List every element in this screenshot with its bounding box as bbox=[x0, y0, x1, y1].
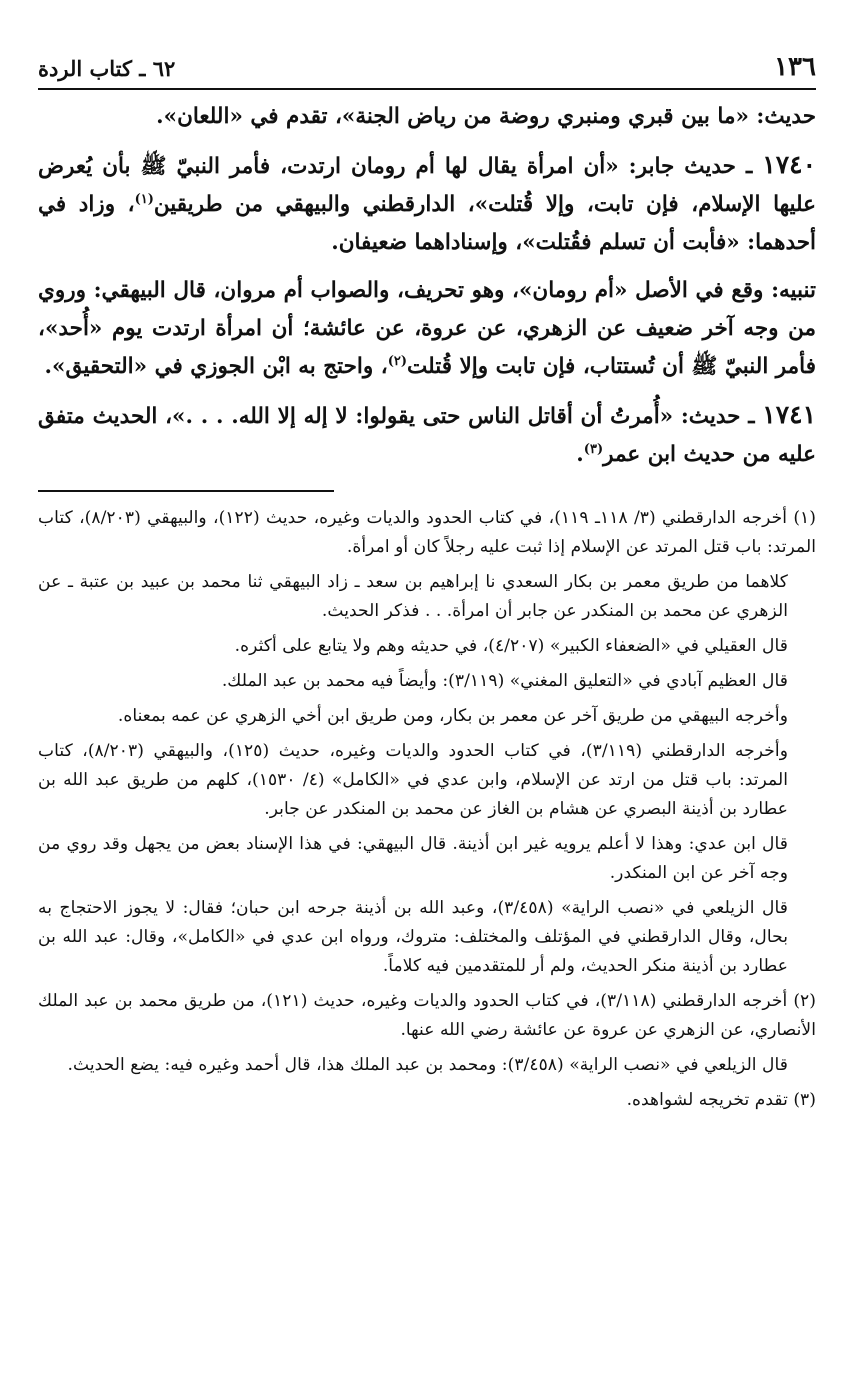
paragraph-hadith-1741: ١٧٤١ ـ حديث: «أُمرتُ أن أقاتل الناس حتى يقولوا: لا إله إلا الله. . . .»، الحديث متفق عليه من حديث ابن عمر$^{(٣)}$. bbox=[38, 400, 816, 467]
paragraph-hadith-intro: حديث: «ما بين قبري ومنبري روضة من رياض الجنة»، تقدم في «اللعان». bbox=[156, 104, 816, 129]
main-text bbox=[38, 98, 816, 474]
footnote-ref: (١) bbox=[134, 191, 154, 207]
footnote-1-cont: قال ابن عدي: وهذا لا أعلم يرويه غير ابن أذينة. قال البيهقي: في هذا الإسناد بعض من يجهل وقد روي من وجه آخر عن ابن المنكدر. bbox=[38, 834, 788, 883]
hadith-number: ١٧٤٠ bbox=[762, 150, 816, 179]
footnote-1-cont: قال الزيلعي في «نصب الراية» (٣/٤٥٨)، وعبد الله بن أذينة جرحه ابن حبان؛ فقال: لا يجوز الاحتجاج به بحال، وقال الدارقطني في المؤتلف والمختلف: متروك، ورواه ابن عدي في «الكامل»، وقال: عبد الله بن عطارد بن أذينة منكر الحديث، ولم أر للمتقدمين فيه كلاماً. bbox=[38, 898, 788, 976]
footnote-divider bbox=[38, 490, 334, 492]
page-header bbox=[38, 48, 816, 90]
footnote-ref: (٣) bbox=[583, 441, 604, 457]
footnote-2: (٢) أخرجه الدارقطني (٣/١١٨)، في كتاب الحدود والديات وغيره، حديث (١٢١)، من طريق محمد بن عبد الملك الأنصاري، عن الزهري عن عروة عن عائشة رضي الله عنها. bbox=[38, 991, 816, 1040]
paragraph-hadith-1740: ١٧٤٠ ـ حديث جابر: «أن امرأة يقال لها أم رومان ارتدت، فأمر النبيّ ﷺ بأن يُعرض عليها الإسلام، فإن تابت، وإلا قُتلت»، الدارقطني والبيهقي من طريقين$^{(١)}$، وزاد في أحدهما: «فأبت أن تسلم فقُتلت»، وإسناداهما ضعيفان. bbox=[38, 150, 816, 255]
footnote-1-cont: قال العظيم آبادي في «التعليق المغني» (٣/١١٩): وأيضاً فيه محمد بن عبد الملك. bbox=[221, 671, 788, 691]
footnote-3: (٣) تقدم تخريجه لشواهده. bbox=[626, 1090, 816, 1110]
footnote-2-cont: قال الزيلعي في «نصب الراية» (٣/٤٥٨): ومحمد بن عبد الملك هذا، قال أحمد وغيره فيه: يضع الحديث. bbox=[67, 1055, 788, 1075]
footnote-1-cont: وأخرجه البيهقي من طريق آخر عن معمر بن بكار، ومن طريق ابن أخي الزهري عن عمه بمعناه. bbox=[117, 706, 788, 726]
footnote-1: (١) أخرجه الدارقطني (٣/ ١١٨ـ ١١٩)، في كتاب الحدود والديات وغيره، حديث (١٢٢)، والبيهقي (٨/٢٠٣)، كتاب المرتد: باب قتل المرتد عن الإسلام إذا ثبت عليه رجلاً كان أو امرأة. bbox=[38, 508, 816, 557]
footnotes bbox=[38, 504, 816, 1115]
footnote-1-cont: كلاهما من طريق معمر بن بكار السعدي نا إبراهيم بن سعد ـ زاد البيهقي ثنا محمد بن عبيد بن عتبة ـ عن الزهري عن محمد بن المنكدر عن جابر أن امرأة. . . فذكر الحديث. bbox=[38, 572, 788, 621]
paragraph-note: تنبيه: وقع في الأصل «أم رومان»، وهو تحريف، والصواب أم مروان، قال البيهقي: وروي من وجه آخر ضعيف عن الزهري، عن عروة، عن عائشة؛ أن امرأة ارتدت يوم «أُحد»، فأمر النبيّ ﷺ أن تُستتاب، فإن تابت وإلا قُتلت$^{(٢)}$، واحتج به ابْن الجوزي في «التحقيق». bbox=[38, 278, 816, 379]
chapter-title: ٦٢ ـ كتاب الردة bbox=[38, 56, 176, 81]
footnote-ref: (٢) bbox=[387, 353, 408, 369]
book-page bbox=[38, 48, 816, 1348]
hadith-number: ١٧٤١ bbox=[762, 400, 816, 429]
footnote-1-cont: وأخرجه الدارقطني (٣/١١٩)، في كتاب الحدود والديات وغيره، حديث (١٢٥)، والبيهقي (٨/٢٠٣)، كتاب المرتد: باب قتل من ارتد عن الإسلام، وابن عدي في «الكامل» (٤/ ١٥٣٠)، كلهم من طريق عبد الله بن عطارد بن أذينة البصري عن هشام بن الغاز عن محمد بن المنكدر عن جابر. bbox=[38, 741, 788, 819]
page-number: ١٣٦ bbox=[774, 52, 816, 82]
note-label: تنبيه bbox=[779, 278, 816, 303]
footnote-1-cont: قال العقيلي في «الضعفاء الكبير» (٤/٢٠٧)، في حديثه وهم ولا يتابع على أكثره. bbox=[234, 636, 788, 656]
